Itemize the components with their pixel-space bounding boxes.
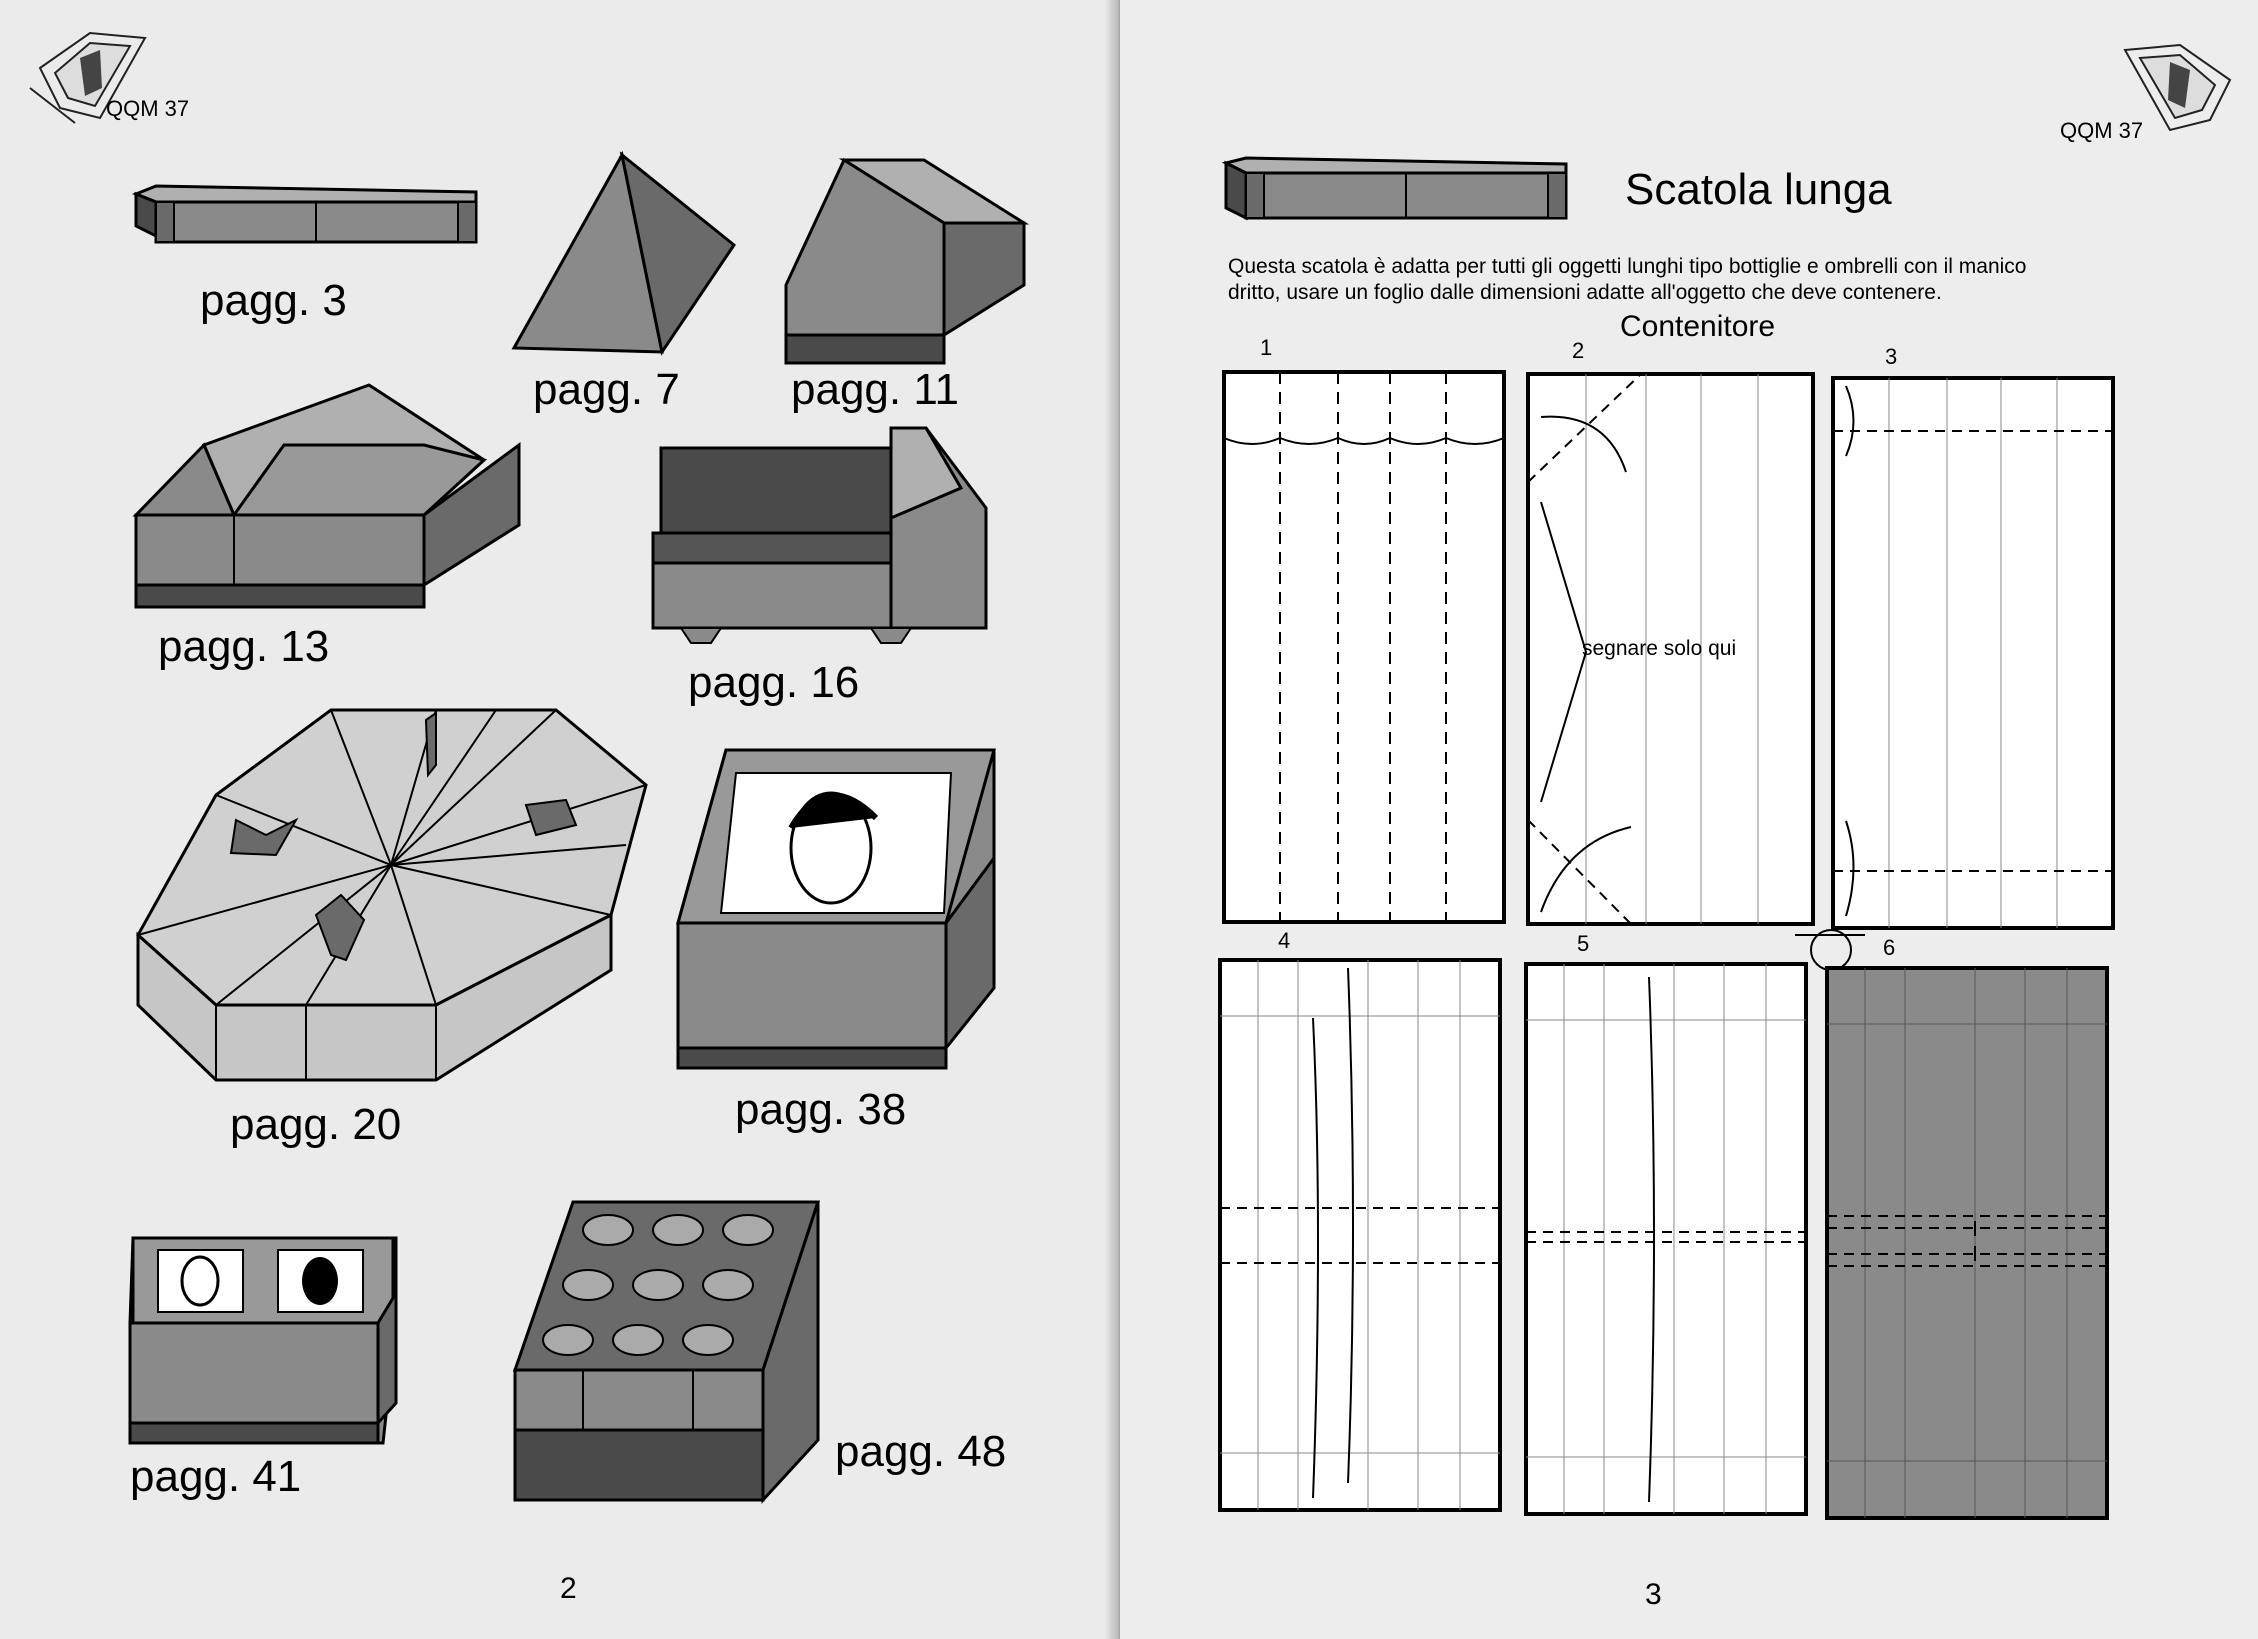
model-label: pagg. 38 [735,1085,907,1134]
page-title: Scatola lunga [1625,165,1892,214]
step-number: 6 [1883,935,1896,960]
model-roof-box [784,155,1029,367]
diagram-step-1 [1222,370,1507,925]
page-number: 3 [1645,1578,1662,1611]
model-patterned-box [513,1200,823,1505]
left-page [0,0,1120,1639]
model-label: pagg. 13 [158,622,330,671]
model-label: pagg. 3 [200,276,347,325]
model-label: pagg. 16 [688,658,860,707]
step-number: 1 [1260,335,1273,360]
model-label: pagg. 48 [835,1427,1007,1476]
description-line: dritto, usare un foglio dalle dimensioni adatte all'oggetto che deve contenere. [1228,281,1942,304]
model-octagon-box [136,705,651,1090]
header-code: QQM 37 [106,96,190,121]
header-code: QQM 37 [2060,118,2144,143]
title-long-box-icon [1226,158,1571,228]
diagram-step-4 [1218,958,1503,1513]
description-line: Questa scatola è adatta per tutti gli oggetti lunghi tipo bottiglie e ombrelli con il manico [1228,255,2027,278]
model-label: pagg. 7 [533,365,680,414]
model-portrait-box [676,748,996,1070]
model-long-box [136,186,481,261]
step-number: 2 [1572,338,1585,363]
model-double-roof-box [134,385,524,610]
model-label: pagg. 20 [230,1100,402,1149]
diagram-step-3 [1831,376,2116,931]
diagram-step-6 [1825,966,2110,1521]
model-label: pagg. 41 [130,1452,302,1501]
model-truck-box [651,428,991,660]
diagram-step-5 [1524,962,1809,1517]
step-number: 5 [1577,931,1590,956]
right-page [1120,0,2258,1639]
model-pyramid [512,150,737,360]
section-title: Contenitore [1620,310,1776,343]
model-double-portrait-box [128,1233,400,1448]
step-number: 4 [1278,928,1291,953]
model-label: pagg. 11 [791,365,960,414]
step-number: 3 [1885,344,1898,369]
page-number: 2 [560,1572,577,1605]
annotation-text: segnare solo qui [1582,637,1737,660]
